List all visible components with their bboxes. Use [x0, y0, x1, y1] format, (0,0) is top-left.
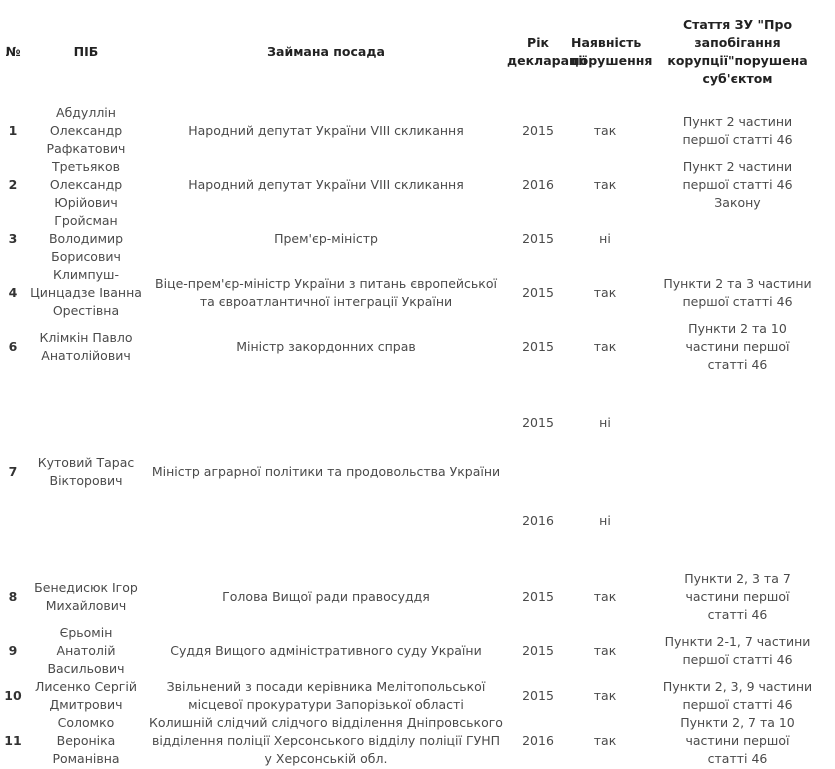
row-violation: так	[593, 643, 617, 658]
row-num: 3	[8, 231, 18, 246]
row-name: Климпуш-Цинцадзе Іванна Орестівна	[30, 267, 142, 318]
row-position: Народний депутат України VIII скликання	[188, 123, 464, 138]
table-row	[0, 570, 835, 624]
row-year: 2015	[522, 688, 554, 703]
row-num: 6	[8, 339, 18, 354]
table-row	[0, 158, 835, 212]
row-year: 2015	[522, 123, 554, 138]
row-violation: ні	[599, 231, 611, 246]
row-name: Бенедисюк Ігор Михайлович	[34, 580, 138, 613]
row-violation: так	[593, 733, 617, 748]
row-year: 2015	[522, 415, 554, 430]
row-article: Пункти 2, 3, 9 частини першої статті 46	[662, 679, 813, 712]
row-article	[640, 374, 835, 570]
row-num: 1	[8, 123, 18, 138]
row-position: Міністр закордонних справ	[236, 339, 416, 354]
row-year: 2016	[522, 177, 554, 192]
row-position: Народний депутат України VIII скликання	[188, 177, 464, 192]
row-year: 2015	[522, 231, 554, 246]
row-violation: так	[593, 177, 617, 192]
row-num: 9	[8, 643, 18, 658]
table-row	[0, 714, 835, 768]
row-name: Абдуллін Олександр Рафкатович	[46, 105, 126, 156]
row-position: Голова Вищої ради правосуддя	[222, 589, 430, 604]
table-row	[0, 104, 835, 158]
row-position: Віце-прем'єр-міністр України з питань європейської та євроатлантичної інтеграції України	[155, 276, 497, 309]
row-article: Пункти 2, 3 та 7 частини першої статті 46	[684, 571, 791, 622]
row-article: Пункт 2 частини першої статті 46 Закону	[682, 159, 793, 210]
header-article: Стаття ЗУ "Про запобігання корупції"порушена суб'єктом	[667, 17, 808, 86]
table-row	[0, 374, 835, 472]
row-violation: ні	[599, 415, 611, 430]
row-violation: так	[593, 688, 617, 703]
row-article: Пункти 2, 7 та 10 частини першої статті 46	[680, 715, 795, 766]
row-year: 2016	[522, 733, 554, 748]
row-name: Третьяков Олександр Юрійович	[49, 159, 123, 210]
row-violation: ні	[599, 513, 611, 528]
row-num: 10	[4, 688, 22, 703]
row-article	[640, 212, 835, 266]
table-row	[0, 678, 835, 714]
row-year: 2015	[522, 643, 554, 658]
row-name: Єрьомін Анатолій Васильович	[47, 625, 125, 676]
row-num: 11	[4, 733, 22, 748]
row-article: Пункт 2 частини першої статті 46	[682, 114, 793, 147]
table-row	[0, 266, 835, 320]
table-row	[0, 212, 835, 266]
header-year: Рік декларації	[507, 35, 587, 68]
row-num: 8	[8, 589, 18, 604]
row-num: 4	[8, 285, 18, 300]
header-name: ПІБ	[73, 44, 99, 59]
row-violation: так	[593, 589, 617, 604]
row-position: Звільнений з посади керівника Мелітопольської місцевої прокуратури Запорізької області	[166, 679, 486, 712]
row-num: 2	[8, 177, 18, 192]
table-row	[0, 320, 835, 374]
row-article: Пункти 2-1, 7 частини першої статті 46	[664, 634, 811, 667]
row-position: Колишній слідчий слідчого відділення Дніпровського відділення поліції Херсонського відділу поліції ГУНП у Херсонській обл.	[149, 715, 503, 766]
row-position: Прем'єр-міністр	[274, 231, 378, 246]
row-position: Суддя Вищого адміністративного суду України	[170, 643, 482, 658]
row-name: Соломко Вероніка Романівна	[52, 715, 120, 766]
row-name: Кутовий Тарас Вікторович	[37, 455, 135, 488]
row-year: 2015	[522, 589, 554, 604]
header-position: Займана посада	[267, 44, 385, 59]
row-violation: так	[593, 339, 617, 354]
header-violation: Наявність порушення	[571, 35, 653, 68]
row-article: Пункти 2 та 10 частини першої статті 46	[685, 321, 790, 372]
row-year: 2015	[522, 285, 554, 300]
row-name: Гройсман Володимир Борисович	[48, 213, 124, 264]
table-header-row	[0, 0, 835, 104]
row-name: Лисенко Сергій Дмитрович	[35, 679, 137, 712]
row-year: 2016	[522, 513, 554, 528]
row-violation: так	[593, 123, 617, 138]
row-position: Міністр аграрної політики та продовольства України	[151, 464, 501, 479]
row-num: 7	[8, 464, 18, 479]
row-name: Клімкін Павло Анатолійович	[39, 330, 133, 363]
table-row	[0, 624, 835, 678]
header-num: №	[5, 44, 21, 59]
row-year: 2015	[522, 339, 554, 354]
row-article: Пункти 2 та 3 частини першої статті 46	[663, 276, 812, 309]
row-violation: так	[593, 285, 617, 300]
